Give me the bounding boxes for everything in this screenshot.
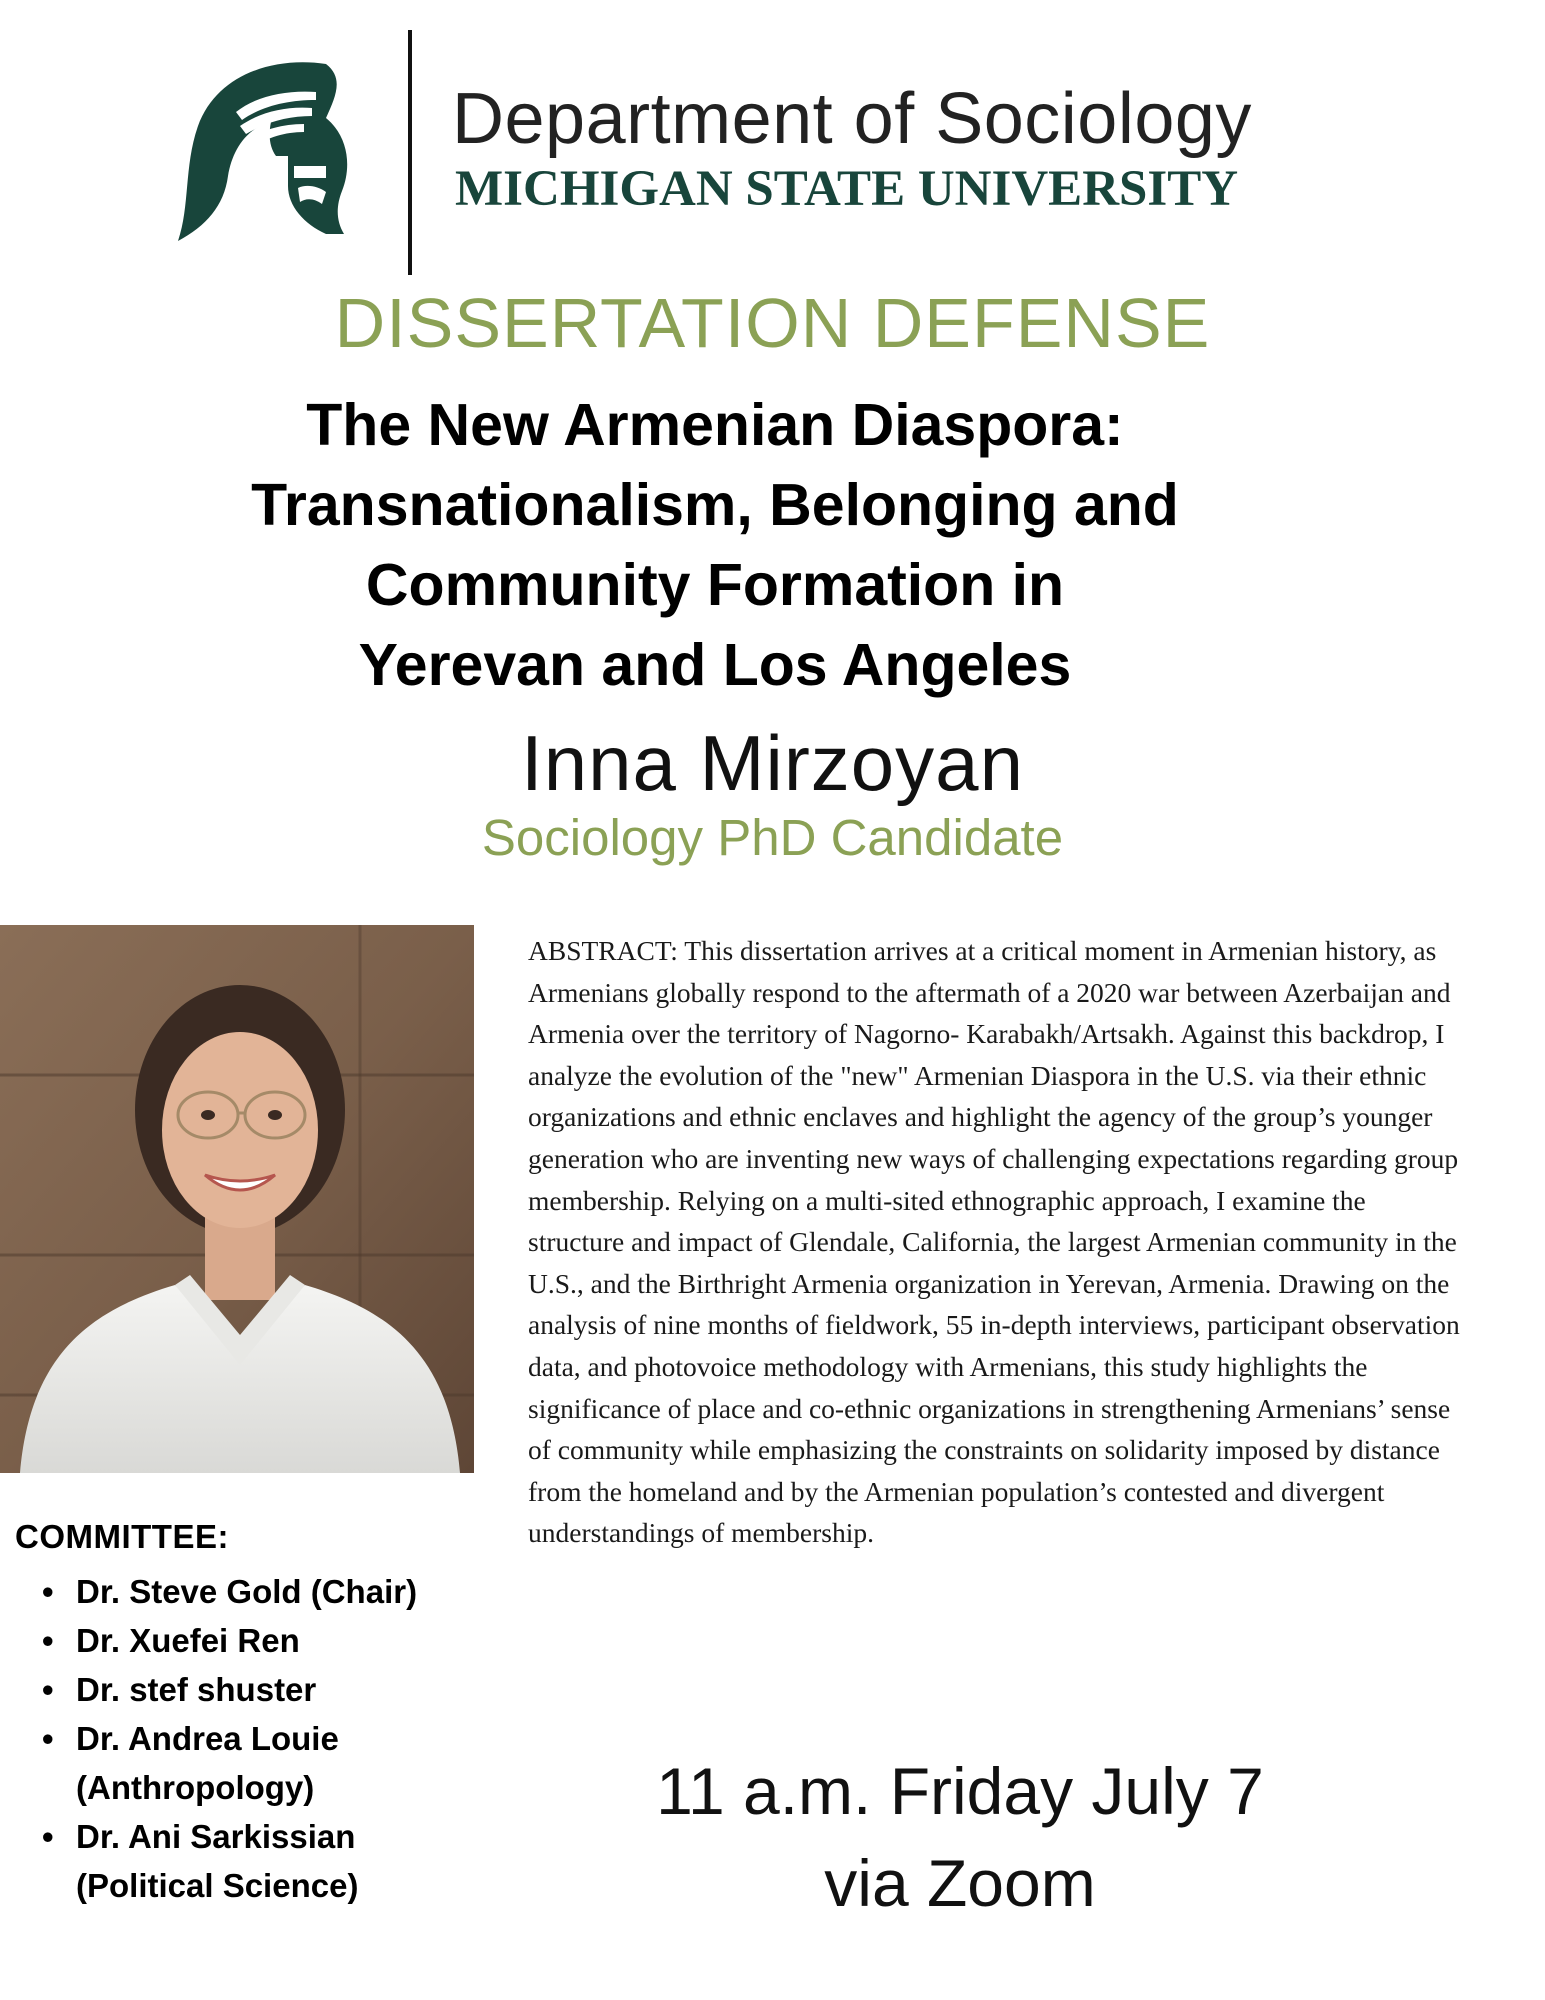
title-line: Yerevan and Los Angeles xyxy=(358,632,1072,698)
committee-heading: COMMITTEE: xyxy=(15,1518,229,1555)
event-time: 11 a.m. Friday July 7 xyxy=(656,1754,1264,1828)
committee-list xyxy=(38,1567,417,1910)
bullet-icon: • xyxy=(42,1622,54,1659)
committee-member: • Dr. stef shuster xyxy=(38,1665,417,1714)
committee-member: • Dr. Xuefei Ren xyxy=(38,1616,417,1665)
title-line: Transnationalism, Belonging and xyxy=(251,472,1179,538)
header-divider xyxy=(408,30,412,275)
bullet-icon: • xyxy=(42,1720,54,1757)
presenter-photo xyxy=(0,925,474,1473)
committee-member: • Dr. Steve Gold (Chair) xyxy=(38,1567,417,1616)
title-line: Community Formation in xyxy=(365,552,1065,618)
abstract-text: ABSTRACT: This dissertation arrives at a critical moment in Armenian history, as Armenians globally respond to the aftermath of a 2020 war between Azerbaijan and Armenia over the territory of Nagorno- Karabakh/Artsakh. Against this backdrop, I analyze the evolution of the "new" Armenian Diaspora in the U.S. via their ethnic organizations and ethnic enclaves and highlight the agency of the group’s younger generation who are inventing new ways of challenging expectations regarding group membership. Relying on a multi-sited ethnographic approach, I examine the structure and impact of Glendale, California, the largest Armenian community in the U.S., and the Birthright Armenia organization in Yerevan, Armenia. Drawing on the analysis of nine months of fieldwork, 55 in-depth interviews, participant observation data, and photovoice methodology with Armenians, this study highlights the significance of place and co-ethnic organizations in strengthening Armenians’ sense of community while emphasizing the constraints on solidarity imposed by distance from the homeland and by the Armenian population’s contested and divergent understandings of membership. xyxy=(528,935,1460,1549)
event-type-heading: DISSERTATION DEFENSE xyxy=(334,284,1211,362)
spartan-helmet-logo xyxy=(176,56,356,246)
event-details xyxy=(540,1745,1380,1929)
presenter-name: Inna Mirzoyan xyxy=(521,719,1024,807)
dissertation-title xyxy=(100,385,1330,705)
bullet-icon: • xyxy=(42,1573,54,1610)
bullet-icon: • xyxy=(42,1818,54,1855)
presenter-role: Sociology PhD Candidate xyxy=(481,809,1064,866)
committee-member-dept: (Anthropology) xyxy=(76,1769,315,1806)
bullet-icon: • xyxy=(42,1671,54,1708)
title-line: The New Armenian Diaspora: xyxy=(306,392,1124,458)
committee-member: • Dr. Ani Sarkissian xyxy=(38,1812,417,1861)
department-name: Department of Sociology xyxy=(452,79,1252,159)
university-name: MICHIGAN STATE UNIVERSITY xyxy=(455,161,1239,217)
event-venue: via Zoom xyxy=(824,1846,1096,1920)
committee-member-dept: (Political Science) xyxy=(76,1867,359,1904)
committee-member: • Dr. Andrea Louie xyxy=(38,1714,417,1763)
